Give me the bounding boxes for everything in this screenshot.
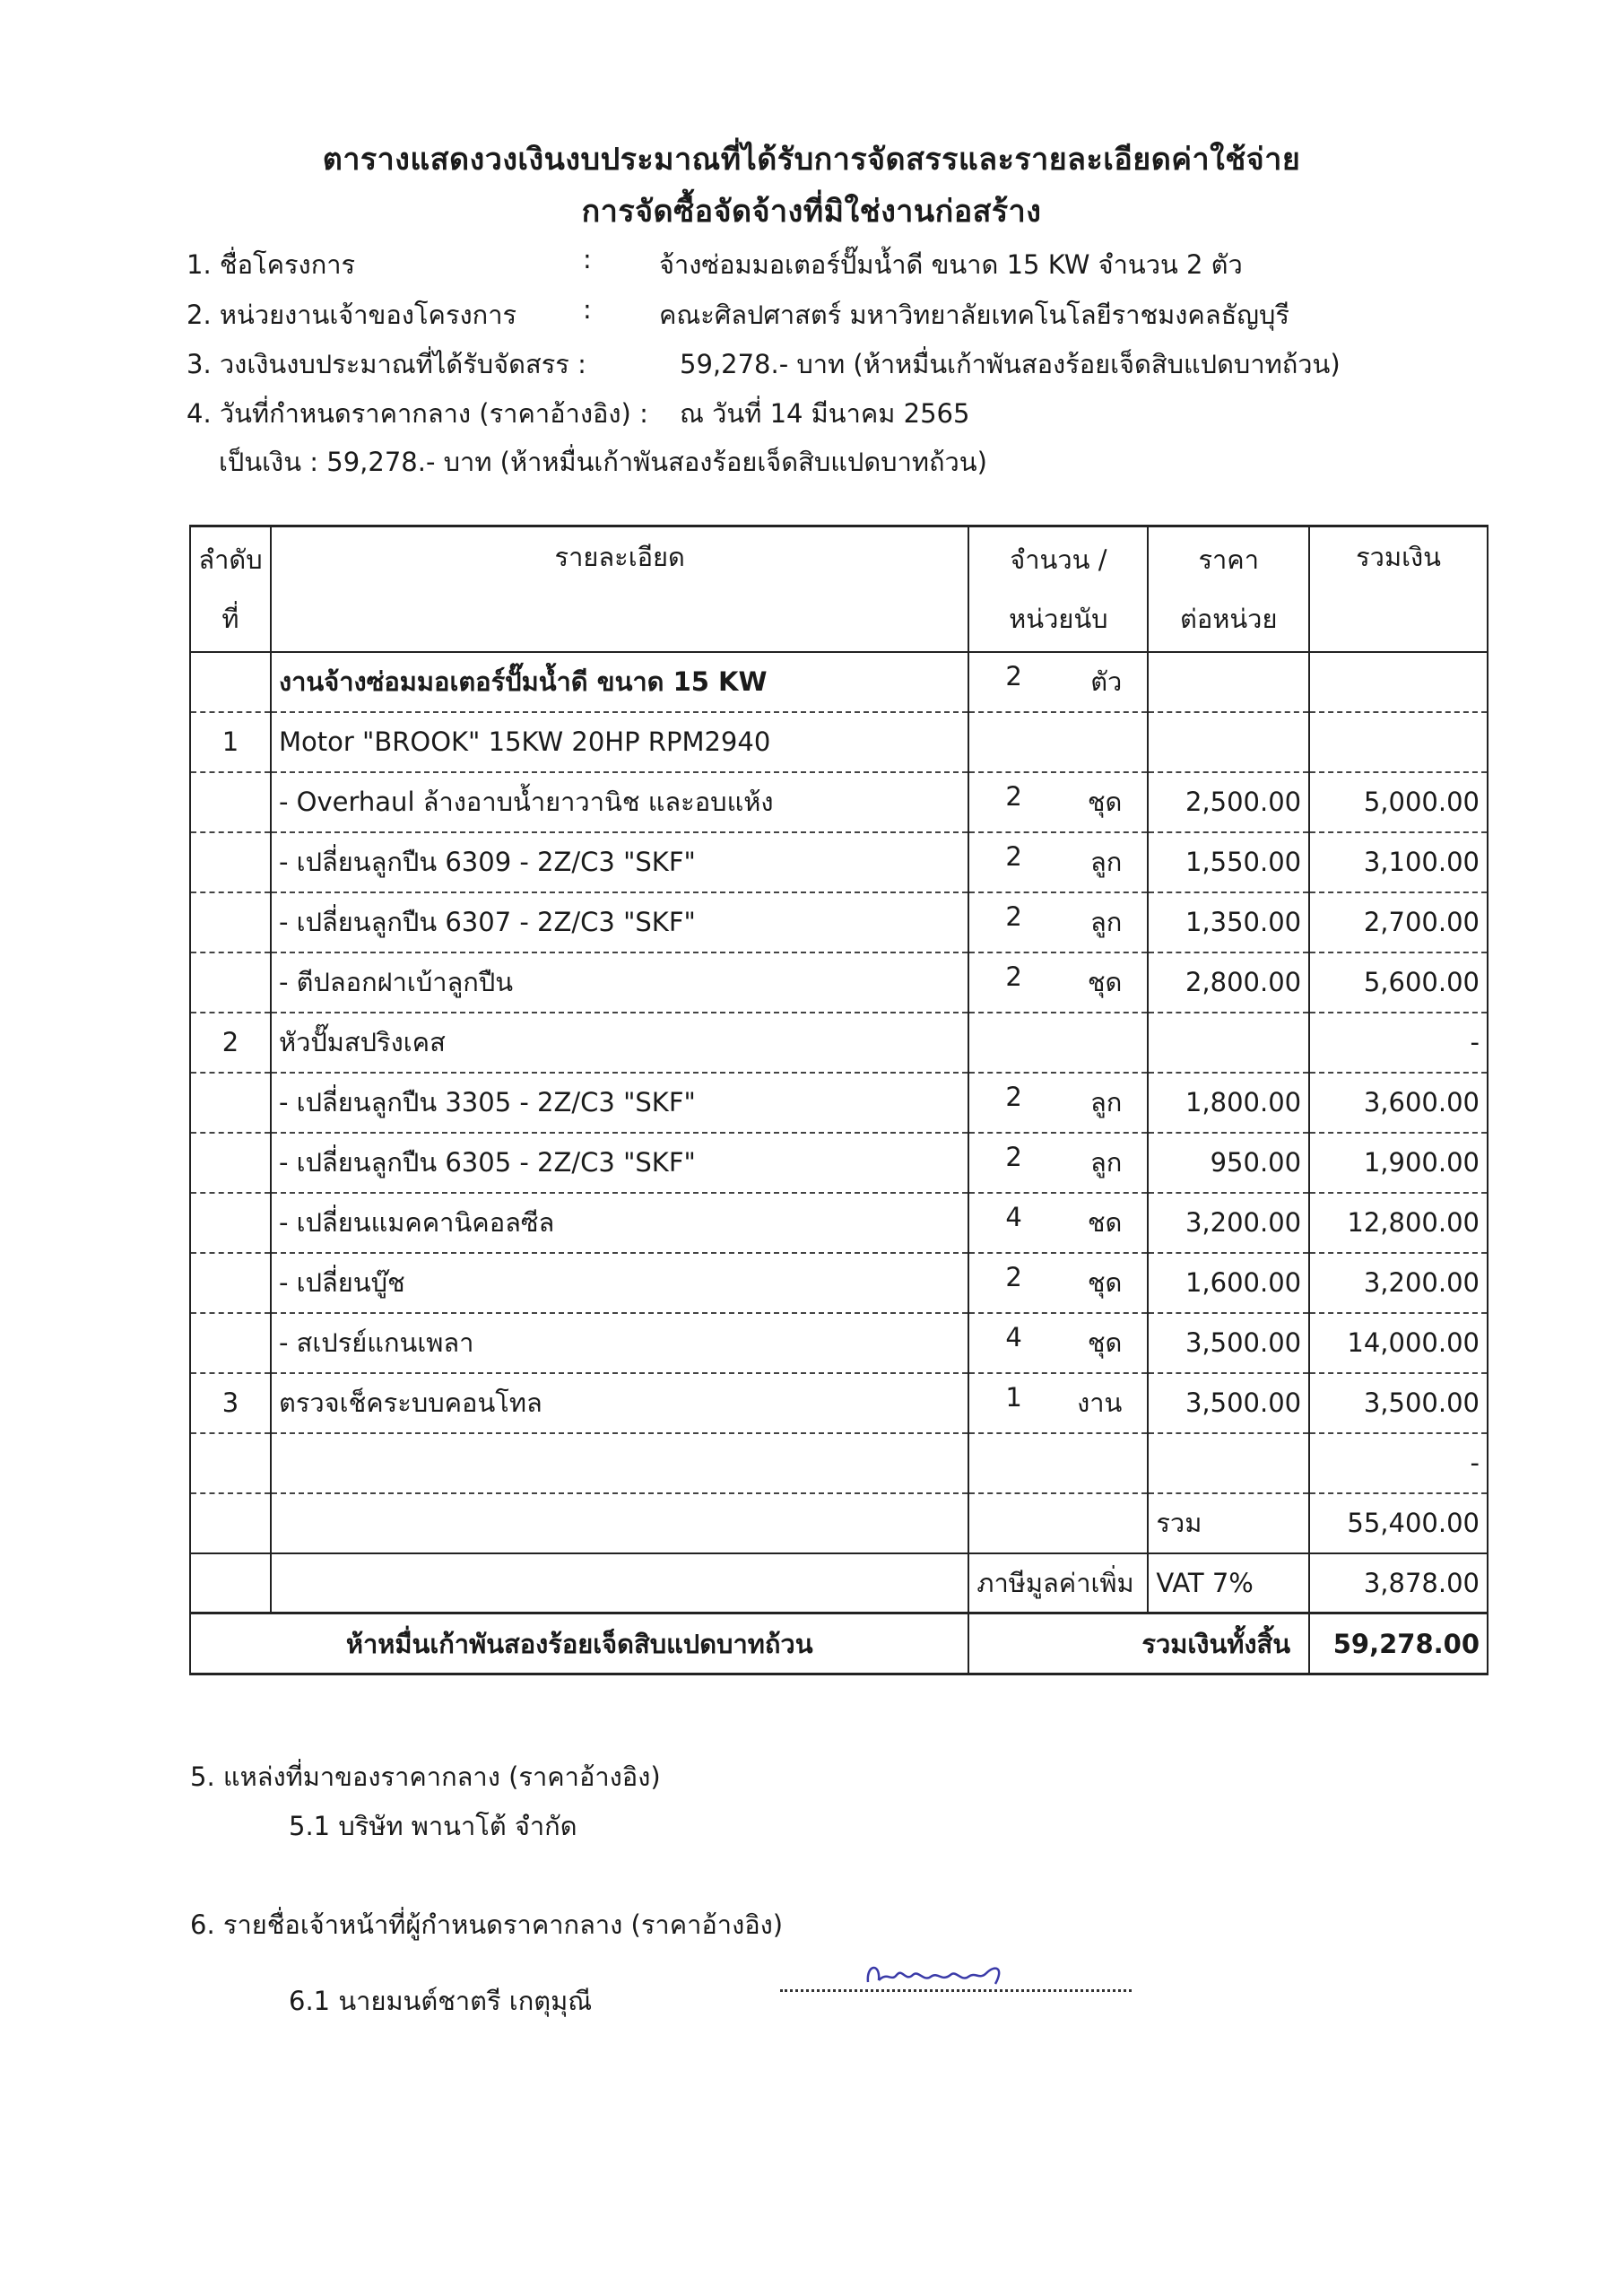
row-detail: - ตีปลอกฝาเบ้าลูกปืน — [271, 952, 968, 1013]
row-qty-value: 2 — [1005, 961, 1022, 992]
row-detail: ตรวจเช็คระบบคอนโทล — [271, 1373, 968, 1433]
header-total-label: รวมเงิน — [1356, 542, 1441, 572]
row-unit: ชุด — [1087, 967, 1123, 997]
quantity-unit-wrap — [976, 841, 1140, 883]
row-number: 2 — [190, 1013, 271, 1073]
row-detail: - เปลี่ยนแมคคานิคอลซีล — [271, 1193, 968, 1253]
quantity-unit-wrap — [976, 1202, 1140, 1243]
header-no — [190, 526, 271, 652]
owner-label: 2. หน่วยงานเจ้าของโครงการ — [187, 300, 517, 330]
table-row — [190, 892, 1488, 952]
header-price-line2: ต่อหน่วย — [1179, 603, 1278, 634]
row-unit-price: 3,200.00 — [1148, 1193, 1309, 1253]
row-total: 14,000.00 — [1309, 1313, 1488, 1373]
budget-value: 59,278.- บาท (ห้าหมื่นเก้าพันสองร้อยเจ็ดสิบแปดบาทถ้วน) — [680, 349, 1341, 379]
grand-total-label: รวมเงินทั้งสิ้น — [968, 1613, 1309, 1674]
table-row — [190, 952, 1488, 1013]
source-heading: 5. แหล่งที่มาของราคากลาง (ราคาอ้างอิง) — [190, 1761, 661, 1792]
row-number: 1 — [190, 712, 271, 772]
row-quantity — [968, 772, 1148, 832]
header-price-line1: ราคา — [1198, 544, 1259, 575]
row-detail: งานจ้างซ่อมมอเตอร์ปั๊มน้ำดี ขนาด 15 KW — [271, 652, 968, 712]
row-total: 3,200.00 — [1309, 1253, 1488, 1313]
row-quantity — [968, 1193, 1148, 1253]
row-qty-value: 2 — [1005, 1082, 1022, 1112]
table-row — [190, 832, 1488, 892]
row-total: 3,500.00 — [1309, 1373, 1488, 1433]
grand-total-row — [190, 1613, 1488, 1674]
subtotal-row — [190, 1493, 1488, 1553]
table-header-row — [190, 526, 1488, 652]
row-detail: Motor "BROOK" 15KW 20HP RPM2940 — [271, 712, 968, 772]
grand-total-value: 59,278.00 — [1309, 1613, 1488, 1674]
row-number — [190, 652, 271, 712]
row-detail: - เปลี่ยนลูกปืน 6307 - 2Z/C3 "SKF" — [271, 892, 968, 952]
row-unit-price: 1,800.00 — [1148, 1073, 1309, 1133]
quantity-unit-wrap — [976, 1322, 1140, 1363]
row-qty-value: 2 — [1005, 1262, 1022, 1292]
row-unit: ตัว — [1090, 666, 1123, 697]
row-quantity — [968, 1313, 1148, 1373]
row-number — [190, 832, 271, 892]
table-row — [190, 772, 1488, 832]
header-qty-line2: หน่วยนับ — [1009, 603, 1108, 634]
row-unit-price: 1,550.00 — [1148, 832, 1309, 892]
document-title-line1: ตารางแสดงวงเงินงบประมาณที่ได้รับการจัดสรรและรายละเอียดค่าใช้จ่าย — [322, 142, 1301, 178]
row-unit-price: 1,350.00 — [1148, 892, 1309, 952]
table-row — [190, 1013, 1488, 1073]
project-value: จ้างซ่อมมอเตอร์ปั๊มน้ำดี ขนาด 15 KW จำนวน 2 ตัว — [659, 249, 1243, 280]
vat-value: 3,878.00 — [1309, 1553, 1488, 1613]
signature-image — [861, 1955, 1022, 1991]
row-total: 1,900.00 — [1309, 1133, 1488, 1193]
quantity-unit-wrap — [976, 661, 1140, 702]
row-detail: - เปลี่ยนลูกปืน 6309 - 2Z/C3 "SKF" — [271, 832, 968, 892]
row-unit: ลูก — [1090, 1087, 1123, 1118]
row-unit-price: 2,500.00 — [1148, 772, 1309, 832]
row-quantity — [968, 1253, 1148, 1313]
row-detail: - Overhaul ล้างอาบน้ำยาวานิช และอบแห้ง — [271, 772, 968, 832]
quantity-unit-wrap — [976, 901, 1140, 943]
officer-item: 6.1 นายมนต์ชาตรี เกตุมุณี — [289, 1986, 593, 2016]
row-quantity — [968, 892, 1148, 952]
table-row — [190, 652, 1488, 712]
row-total: 5,000.00 — [1309, 772, 1488, 832]
project-label: 1. ชื่อโครงการ — [187, 249, 356, 280]
header-qty — [968, 526, 1148, 652]
row-unit: ชุด — [1087, 1327, 1123, 1358]
grand-total-words: ห้าหมื่นเก้าพันสองร้อยเจ็ดสิบแปดบาทถ้วน — [190, 1613, 968, 1674]
quantity-unit-wrap — [976, 961, 1140, 1003]
table-row — [190, 1313, 1488, 1373]
row-number — [190, 1133, 271, 1193]
budget-label: 3. วงเงินงบประมาณที่ได้รับจัดสรร : — [187, 349, 586, 379]
row-number — [190, 1193, 271, 1253]
row-total: 3,600.00 — [1309, 1073, 1488, 1133]
row-unit-price — [1148, 652, 1309, 712]
row-unit: ชุด — [1087, 1267, 1123, 1298]
project-colon: : — [583, 244, 592, 274]
row-quantity — [968, 832, 1148, 892]
row-number — [190, 1433, 271, 1493]
table-row — [190, 1373, 1488, 1433]
table-row — [190, 1193, 1488, 1253]
row-quantity — [968, 652, 1148, 712]
row-total — [1309, 652, 1488, 712]
owner-colon: : — [583, 294, 592, 325]
row-number — [190, 1073, 271, 1133]
row-number — [190, 1253, 271, 1313]
row-quantity — [968, 1073, 1148, 1133]
quantity-unit-wrap — [976, 1142, 1140, 1183]
row-unit: งาน — [1077, 1387, 1123, 1418]
header-detail — [271, 526, 968, 652]
row-qty-value: 4 — [1005, 1322, 1022, 1352]
row-detail: - เปลี่ยนบู๊ช — [271, 1253, 968, 1313]
row-total: - — [1309, 1433, 1488, 1493]
row-unit: ชุด — [1087, 787, 1123, 817]
header-no-line1: ลำดับ — [198, 544, 263, 575]
row-number — [190, 952, 271, 1013]
row-detail: - สเปรย์แกนเพลา — [271, 1313, 968, 1373]
vat-row — [190, 1553, 1488, 1613]
header-no-line2: ที่ — [221, 603, 239, 634]
officer-heading: 6. รายชื่อเจ้าหน้าที่ผู้กำหนดราคากลาง (ราคาอ้างอิง) — [190, 1909, 784, 1940]
row-qty-value: 2 — [1005, 781, 1022, 812]
row-unit-price: 950.00 — [1148, 1133, 1309, 1193]
row-quantity — [968, 1433, 1148, 1493]
row-total: 2,700.00 — [1309, 892, 1488, 952]
row-qty-value: 2 — [1005, 841, 1022, 872]
date-label: 4. วันที่กำหนดราคากลาง (ราคาอ้างอิง) : — [187, 398, 648, 429]
row-number: 3 — [190, 1373, 271, 1433]
row-total: 5,600.00 — [1309, 952, 1488, 1013]
table-row — [190, 712, 1488, 772]
row-detail: - เปลี่ยนลูกปืน 6305 - 2Z/C3 "SKF" — [271, 1133, 968, 1193]
header-qty-line1: จำนวน / — [1010, 544, 1107, 575]
row-number — [190, 892, 271, 952]
row-total: 3,100.00 — [1309, 832, 1488, 892]
vat-rate: VAT 7% — [1148, 1553, 1309, 1613]
row-total: 12,800.00 — [1309, 1193, 1488, 1253]
row-qty-value: 1 — [1005, 1382, 1022, 1413]
quantity-unit-wrap — [976, 1262, 1140, 1303]
subtotal-label: รวม — [1148, 1493, 1309, 1553]
quantity-unit-wrap — [976, 1082, 1140, 1123]
row-unit: ลูก — [1090, 907, 1123, 937]
table-row — [190, 1073, 1488, 1133]
document-title-line2: การจัดซื้อจัดจ้างที่มิใช่งานก่อสร้าง — [581, 194, 1042, 230]
amount-line: เป็นเงิน : 59,278.- บาท (ห้าหมื่นเก้าพันสองร้อยเจ็ดสิบแปดบาทถ้วน) — [219, 447, 987, 477]
row-unit-price: 3,500.00 — [1148, 1373, 1309, 1433]
row-unit-price: 3,500.00 — [1148, 1313, 1309, 1373]
row-unit: ชด — [1087, 1207, 1123, 1238]
date-value: ณ วันที่ 14 มีนาคม 2565 — [680, 398, 970, 429]
subtotal-value: 55,400.00 — [1309, 1493, 1488, 1553]
source-item: 5.1 บริษัท พานาโต้ จำกัด — [289, 1811, 577, 1841]
owner-value: คณะศิลปศาสตร์ มหาวิทยาลัยเทคโนโลยีราชมงคลธัญบุรี — [659, 300, 1289, 330]
table-row — [190, 1253, 1488, 1313]
row-detail — [271, 1433, 968, 1493]
row-quantity — [968, 1133, 1148, 1193]
row-qty-value: 2 — [1005, 1142, 1022, 1172]
row-quantity — [968, 712, 1148, 772]
signature-line — [780, 1989, 1132, 1992]
row-unit: ลูก — [1090, 1147, 1123, 1178]
budget-table — [189, 525, 1488, 1675]
row-detail: - เปลี่ยนลูกปืน 3305 - 2Z/C3 "SKF" — [271, 1073, 968, 1133]
vat-label: ภาษีมูลค่าเพิ่ม — [968, 1553, 1148, 1613]
row-unit-price — [1148, 712, 1309, 772]
row-unit-price: 2,800.00 — [1148, 952, 1309, 1013]
row-quantity — [968, 1013, 1148, 1073]
row-qty-value: 2 — [1005, 661, 1022, 691]
row-total: - — [1309, 1013, 1488, 1073]
header-detail-label: รายละเอียด — [554, 542, 685, 572]
row-unit-price: 1,600.00 — [1148, 1253, 1309, 1313]
table-row — [190, 1133, 1488, 1193]
header-total — [1309, 526, 1488, 652]
table-row — [190, 1433, 1488, 1493]
quantity-unit-wrap — [976, 1382, 1140, 1423]
row-detail: หัวปั๊มสปริงเคส — [271, 1013, 968, 1073]
row-qty-value: 2 — [1005, 901, 1022, 932]
row-total — [1309, 712, 1488, 772]
header-price — [1148, 526, 1309, 652]
row-quantity — [968, 952, 1148, 1013]
row-number — [190, 1313, 271, 1373]
row-number — [190, 772, 271, 832]
row-unit-price — [1148, 1433, 1309, 1493]
quantity-unit-wrap — [976, 781, 1140, 822]
row-quantity — [968, 1373, 1148, 1433]
row-unit: ลูก — [1090, 847, 1123, 877]
row-unit-price — [1148, 1013, 1309, 1073]
row-qty-value: 4 — [1005, 1202, 1022, 1232]
